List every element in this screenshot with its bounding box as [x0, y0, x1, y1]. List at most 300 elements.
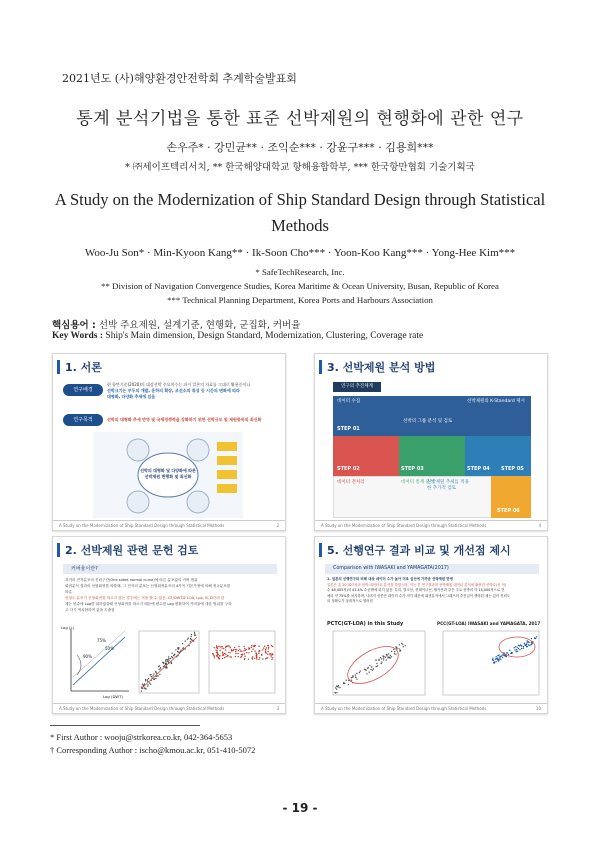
keywords-english-text: Ship's Main dimension, Design Standard, Modernization, Clustering, Coverage rate: [105, 331, 424, 341]
scatter-point: [523, 648, 524, 649]
scatter-point: [375, 659, 376, 660]
scatter-point: [526, 642, 527, 643]
scatter-point: [498, 659, 499, 660]
keywords-english-label: Key Words :: [52, 331, 104, 341]
scatter-point: [244, 646, 245, 647]
scatter-point: [225, 654, 226, 655]
scatter-point: [171, 663, 172, 664]
slide-header: [53, 354, 285, 380]
scatter-point: [165, 661, 166, 662]
slide-title: 1. 서론: [65, 361, 102, 374]
scatter-point: [271, 659, 272, 660]
scatter-point: [235, 651, 236, 652]
scatter-point: [240, 650, 241, 651]
pctc-scatter-chart: [327, 629, 427, 701]
scatter-point: [536, 636, 537, 637]
scatter-point: [335, 687, 336, 688]
scatter-point: [148, 678, 149, 679]
step-k-standard: 선박제원의 K-Standard 제시: [467, 399, 525, 404]
scatter-point: [526, 646, 527, 647]
scatter-point: [272, 654, 273, 655]
scatter-point: [234, 647, 235, 648]
scatter-point: [141, 690, 142, 691]
scatter-point: [258, 659, 259, 660]
scatter-point: [251, 645, 252, 646]
slide-introduction: [52, 353, 286, 531]
scatter-point: [396, 648, 397, 649]
scatter-point: [339, 687, 340, 688]
scatter-point: [381, 663, 382, 664]
scatter-point: [144, 687, 145, 688]
scatter-point: [213, 654, 214, 655]
scatter-point: [220, 646, 221, 647]
scatter-point: [495, 659, 496, 660]
scatter-point: [521, 645, 522, 646]
footnote-divider: [50, 725, 200, 726]
scatter-point: [240, 657, 241, 658]
comparison-notes: 1. 일본의 선행연구와 비해 대상 데이터 수가 높아 더욱 실선에 가까운 선박제원 반영 일본은 총 20,027척의 선박 데이터로 분석을 하였으며, 이는 본 연구결과의 선박제원 데이터 분석에 활용한 선박수(선 척) 수 48,405척)의 41.4% 수준밖에 되지 않음. 특히, 벌크선, 컨테이너선, 탱커선과 같은 주요 선박의 약 15,000척으로 전 체의 약 75%를 차지하며, 나머지 선종은 데이터 수가 적기 때문에 회귀분석에서 그래프의 중진입이 생략된 채는 있어 신뢰도 의 정확도가 상대적으로 떨어짐: [327, 577, 511, 604]
concept-center-text: 선박의 대형화 및 다양화에 따른 선박제원 현행화 및 최신화: [140, 468, 196, 479]
scatter-point: [190, 639, 191, 640]
scatter-point: [492, 659, 493, 660]
scatter-point: [182, 648, 183, 649]
scatter-point: [212, 653, 213, 654]
scatter-point: [254, 650, 255, 651]
scatter-point: [226, 656, 227, 657]
scatter-point: [497, 657, 498, 658]
step-06-label: STEP 06: [497, 508, 520, 514]
scatter-point: [149, 682, 150, 683]
scatter-point: [266, 657, 267, 658]
scatter-point: [229, 646, 230, 647]
scatter-point: [248, 659, 249, 660]
english-affiliation-2: ** Division of Navigation Convergence Studies, Korea Maritime & Ocean University, Busan, Republic of Korea: [101, 281, 499, 291]
scatter-point: [217, 654, 218, 655]
scatter-point: [150, 674, 151, 675]
scatter-point: [255, 652, 256, 653]
scatter-point: [163, 666, 164, 667]
scatter-point: [258, 653, 259, 654]
scatter-point: [252, 656, 253, 657]
scatter-point: [393, 649, 394, 650]
scatter-point: [355, 676, 356, 677]
scatter-point: [518, 648, 519, 649]
scatter-point: [160, 668, 161, 669]
chart-label-50: 50%: [105, 646, 114, 651]
scatter-point: [221, 646, 222, 647]
scatter-point: [499, 656, 500, 657]
scatter-point: [187, 639, 188, 640]
scatter-point: [217, 656, 218, 657]
scatter-point: [391, 656, 392, 657]
scatter-point: [509, 650, 510, 651]
coverage-box: 커버율이란?: [63, 564, 277, 574]
scatter-point: [336, 692, 337, 693]
scatter-point: [216, 655, 217, 656]
scatter-point: [216, 645, 217, 646]
chart-label-75: 75%: [97, 638, 106, 643]
scatter-point: [501, 656, 502, 657]
scatter-point: [185, 640, 186, 641]
scatter-point: [194, 633, 195, 634]
scatter-point: [376, 663, 377, 664]
scatter-point: [400, 650, 401, 651]
scatter-point: [517, 647, 518, 648]
scatter-point: [356, 678, 357, 679]
scatter-point: [178, 647, 179, 648]
scatter-point: [219, 658, 220, 659]
scatter-point: [338, 685, 339, 686]
scatter-point: [500, 659, 501, 660]
scatter-point: [386, 659, 387, 660]
scatter-point: [376, 666, 377, 667]
scatter-point: [165, 659, 166, 660]
scatter-point: [496, 656, 497, 657]
scatter-point: [372, 670, 373, 671]
scatter-point: [256, 656, 257, 657]
scatter-point: [523, 646, 524, 647]
scatter-point: [142, 684, 143, 685]
slide-title: 5. 선행연구 결과 비교 및 개선점 제시: [327, 544, 511, 557]
scatter-point: [254, 658, 255, 659]
scatter-point: [168, 656, 169, 657]
scatter-point: [251, 647, 252, 648]
english-affiliation-1: * SafeTechResearch, Inc.: [255, 267, 345, 277]
scatter-point: [215, 649, 216, 650]
scatter-point: [170, 658, 171, 659]
scatter-point: [369, 665, 370, 666]
step-preprocessing: 데이터 전처리: [337, 480, 365, 485]
slide-header: [315, 354, 547, 380]
scatter-point: [230, 652, 231, 653]
scatter-point: [268, 645, 269, 646]
english-title: A Study on the Modernization of Ship Standard Design through Statistical Methods: [54, 190, 546, 235]
scatter-point: [251, 657, 252, 658]
scatter-point: [371, 666, 372, 667]
scatter-point: [359, 672, 360, 673]
scatter-point: [264, 646, 265, 647]
scatter-point: [219, 655, 220, 656]
footnote-first-author: * First Author : wooju@strkorea.co.kr, 042-364-5653: [50, 732, 233, 742]
english-authors: Woo-Ju Son* · Min-Kyoon Kang** · Ik-Soon Cho*** · Yoon-Koo Kang*** · Yong-Hee Kim***: [84, 247, 516, 259]
step-04-label: STEP 04: [467, 466, 490, 472]
step-02-label: STEP 02: [337, 466, 360, 472]
scatter-point: [263, 647, 264, 648]
scatter-point: [492, 658, 493, 659]
scatter-point: [163, 663, 164, 664]
scatter-point: [356, 673, 357, 674]
scatter-point: [388, 653, 389, 654]
scatter-point: [143, 684, 144, 685]
scatter-point: [267, 653, 268, 654]
scatter-point: [343, 682, 344, 683]
scatter-point: [147, 684, 148, 685]
scatter-point: [531, 638, 532, 639]
scatter-point: [246, 649, 247, 650]
step-01-label: STEP 01: [337, 426, 360, 432]
scatter-point: [516, 651, 517, 652]
scatter-point: [182, 643, 183, 644]
scatter-point: [502, 654, 503, 655]
scatter-point: [241, 651, 242, 652]
scatter-point: [155, 672, 156, 673]
scatter-point: [514, 647, 515, 648]
scatter-point: [230, 647, 231, 648]
scatter-point: [498, 654, 499, 655]
scatter-point: [351, 677, 352, 678]
scatter-point: [233, 649, 234, 650]
left-chart-label: PCTC(GT-LOA) in this Study: [327, 621, 404, 627]
slide-title: 3. 선박제원 분석 방법: [327, 361, 436, 374]
scatter-point: [499, 657, 500, 658]
scatter-point: [514, 649, 515, 650]
scatter-point: [259, 657, 260, 658]
conference-name: 2021년도 (사)해양환경안전학회 추계학술발표회: [62, 72, 297, 85]
scatter-point: [494, 662, 495, 663]
coverage-bullets: 과거의 전자분포의 신뢰구간(One sided normal curve)에 따른 분포값의 커버 범위 회귀분석 결과의 선형회귀를 따를때, 그 전자의 분포는 신형회귀분석의 4가지 기본가정에 의해 정규분포를 따름 선형도 분포가 선형회귀를 따르지 않는 경우에는 적용 할 수 없음. GT/DWT와 LOA, Lpp, B, D간의 관 계는 변수에 Log를 취하였을때 선형회귀를 따르기 때문에 변수를 Log 변환하여 커버율에 대한 범위를 구하 고 다시 역치환하여 값을 도출함: [65, 578, 232, 612]
scatter-point: [155, 676, 156, 677]
scatter-point: [335, 692, 336, 693]
scatter-point: [217, 650, 218, 651]
scatter-point: [395, 646, 396, 647]
scatter-point: [516, 649, 517, 650]
scatter-point: [155, 678, 156, 679]
scatter-point: [370, 669, 371, 670]
scatter-point: [265, 649, 266, 650]
keywords-english: [52, 331, 423, 341]
scatter-point: [495, 661, 496, 662]
scatter-point: [262, 649, 263, 650]
scatter-point: [150, 684, 151, 685]
scatter-point: [147, 686, 148, 687]
scatter-point: [235, 649, 236, 650]
slide-footer: A Study on the Modernization of Ship Standard Design through Statistical Methods 3: [53, 703, 285, 713]
scatter-point: [248, 649, 249, 650]
scatter-point: [368, 667, 369, 668]
scatter-point: [244, 648, 245, 649]
step-group-analysis: 선박의 그룹 분석 및 검토: [403, 419, 453, 424]
scatter-point: [243, 650, 244, 651]
scatter-point: [166, 667, 167, 668]
scatter-point: [224, 657, 225, 658]
scatter-point: [498, 660, 499, 661]
scatter-point: [381, 658, 382, 659]
scatter-point: [218, 646, 219, 647]
scatter-point: [258, 646, 259, 647]
scatter-point: [399, 648, 400, 649]
scatter-point: [152, 675, 153, 676]
step-trend-review: 선박제원 추세를 적용한 추가적 검토: [427, 480, 469, 491]
scatter-point: [378, 660, 379, 661]
scatter-point: [194, 632, 195, 633]
scatter-point: [145, 680, 146, 681]
scatter-point: [271, 645, 272, 646]
scatter-point: [506, 656, 507, 657]
scatter-point: [386, 655, 387, 656]
scatter-point: [228, 652, 229, 653]
english-affiliation-3: *** Technical Planning Department, Korea Ports and Harbours Association: [167, 295, 433, 305]
scatter-point: [265, 650, 266, 651]
scatter-point: [177, 651, 178, 652]
scatter-point: [239, 649, 240, 650]
slide-literature-review: [52, 536, 286, 714]
scatter-point: [399, 644, 400, 645]
scatter-point: [380, 657, 381, 658]
scatter-point: [217, 648, 218, 649]
scatter-point: [222, 655, 223, 656]
slide-footer: A Study on the Modernization of Ship Standard Design through Statistical Methods 2: [53, 520, 285, 530]
scatter-point: [345, 680, 346, 681]
scatter-point: [259, 650, 260, 651]
purpose-label: 연구목적: [63, 414, 103, 426]
scatter-point: [221, 647, 222, 648]
purpose-text: 선박의 대형화 추세 반영 및 국제경쟁력을 강화하기 위한 선박규모 및 제원항목의 최신화: [107, 417, 262, 422]
scatter-point: [366, 673, 367, 674]
scatter-point: [153, 673, 154, 674]
scatter-point: [237, 653, 238, 654]
scatter-point: [395, 653, 396, 654]
scatter-point: [167, 661, 168, 662]
scatter-point: [167, 659, 168, 660]
scatter-point: [265, 652, 266, 653]
scatter-point: [266, 647, 267, 648]
scatter-point: [272, 646, 273, 647]
scatter-point: [173, 655, 174, 656]
step-05-label: STEP 05: [501, 466, 524, 472]
slide-footer: A Study on the Modernization of Ship Standard Design through Statistical Methods 4: [315, 520, 547, 530]
log-y-label: Log (L): [61, 625, 75, 630]
scatter-plot-regression: [135, 629, 201, 701]
log-regression-sketch: [63, 625, 131, 701]
scatter-point: [231, 650, 232, 651]
scatter-point: [389, 658, 390, 659]
scatter-point: [373, 668, 374, 669]
scatter-point: [153, 678, 154, 679]
scatter-point: [229, 656, 230, 657]
scatter-point: [147, 679, 148, 680]
scatter-point: [227, 655, 228, 656]
scatter-point: [515, 646, 516, 647]
scatter-point: [369, 671, 370, 672]
slide-comparison: [314, 536, 548, 714]
scatter-point: [235, 653, 236, 654]
scatter-point: [171, 656, 172, 657]
scatter-point: [378, 659, 379, 660]
scatter-point: [383, 659, 384, 660]
scatter-point: [390, 655, 391, 656]
scatter-point: [268, 648, 269, 649]
slide-header: [315, 537, 547, 563]
scatter-point: [527, 641, 528, 642]
scatter-point: [214, 647, 215, 648]
scatter-point: [402, 644, 403, 645]
scatter-point: [261, 654, 262, 655]
scatter-point: [405, 645, 406, 646]
scatter-point: [383, 657, 384, 658]
scatter-point: [151, 676, 152, 677]
scatter-point: [244, 656, 245, 657]
scatter-point: [251, 651, 252, 652]
scatter-point: [503, 654, 504, 655]
scatter-point: [262, 658, 263, 659]
background-label: 연구배경: [63, 384, 103, 396]
comparison-box: Comparison with IWASAKI and YAMAGATA(2017): [325, 564, 539, 574]
step-statistics: 데이터 통계 분석: [401, 480, 435, 485]
scatter-point: [401, 643, 402, 644]
scatter-point: [272, 657, 273, 658]
footnote-corresponding-author: † Corresponding Author : ischo@kmou.ac.kr, 051-410-5072: [50, 745, 256, 755]
scatter-point: [351, 680, 352, 681]
keywords-korean-label: 핵심용어 :: [52, 320, 96, 331]
scatter-point: [162, 662, 163, 663]
scatter-point: [519, 649, 520, 650]
scatter-point: [386, 654, 387, 655]
scatter-point: [141, 687, 142, 688]
chart-label-90: 90%: [83, 654, 92, 659]
scatter-point: [246, 652, 247, 653]
scatter-point: [377, 665, 378, 666]
scatter-point: [360, 670, 361, 671]
scatter-point: [388, 657, 389, 658]
scatter-point: [171, 653, 172, 654]
slide-analysis-method: [314, 353, 548, 531]
keywords-korean-text: 선박 주요제원, 설계기준, 현행화, 군집화, 커버율: [98, 320, 301, 331]
scatter-point: [157, 675, 158, 676]
scatter-point: [336, 689, 337, 690]
scatter-point: [248, 647, 249, 648]
scatter-point: [381, 661, 382, 662]
scatter-point: [521, 648, 522, 649]
scatter-point: [238, 656, 239, 657]
scatter-point: [344, 683, 345, 684]
page-number: - 19 -: [282, 801, 318, 815]
scatter-point: [385, 657, 386, 658]
korean-title: 통계 분석기법을 통한 표준 선박제원의 현행화에 관한 연구: [76, 109, 524, 129]
scatter-point: [244, 653, 245, 654]
korean-authors: 손우주* · 강민균** · 조익순*** · 강윤구*** · 김용희***: [166, 141, 434, 154]
scatter-point: [222, 653, 223, 654]
scatter-point: [267, 651, 268, 652]
scatter-point: [220, 650, 221, 651]
scatter-point: [180, 650, 181, 651]
scatter-point: [254, 645, 255, 646]
scatter-point: [228, 645, 229, 646]
pcc-scatter-chart: [437, 629, 541, 701]
scatter-point: [526, 644, 527, 645]
scatter-point: [248, 652, 249, 653]
scatter-point: [394, 651, 395, 652]
scatter-point: [222, 658, 223, 659]
scatter-point: [159, 674, 160, 675]
scatter-point: [217, 652, 218, 653]
scatter-point: [175, 649, 176, 650]
scatter-point: [527, 640, 528, 641]
scatter-point: [252, 648, 253, 649]
slide-footer: A Study on the Modernization of Ship Standard Design through Statistical Methods 10: [315, 703, 547, 713]
scatter-point: [382, 655, 383, 656]
scatter-point: [336, 686, 337, 687]
korean-affiliations: * ㈜세이프텍리서치, ** 한국해양대학교 항해융합학부, *** 한국항만협회 기술기획국: [125, 162, 475, 173]
step-data-collection: 데이터 수집: [337, 399, 361, 404]
scatter-point: [528, 644, 529, 645]
scatter-point: [231, 656, 232, 657]
right-chart-label: PCC(GT-LOA) IWASAKI and YAMAGATA, 2017: [437, 621, 541, 626]
scatter-point: [348, 684, 349, 685]
scatter-point: [499, 659, 500, 660]
framework-subtitle: 연구의 추진체계: [333, 382, 381, 392]
scatter-point: [534, 638, 535, 639]
scatter-point: [394, 653, 395, 654]
